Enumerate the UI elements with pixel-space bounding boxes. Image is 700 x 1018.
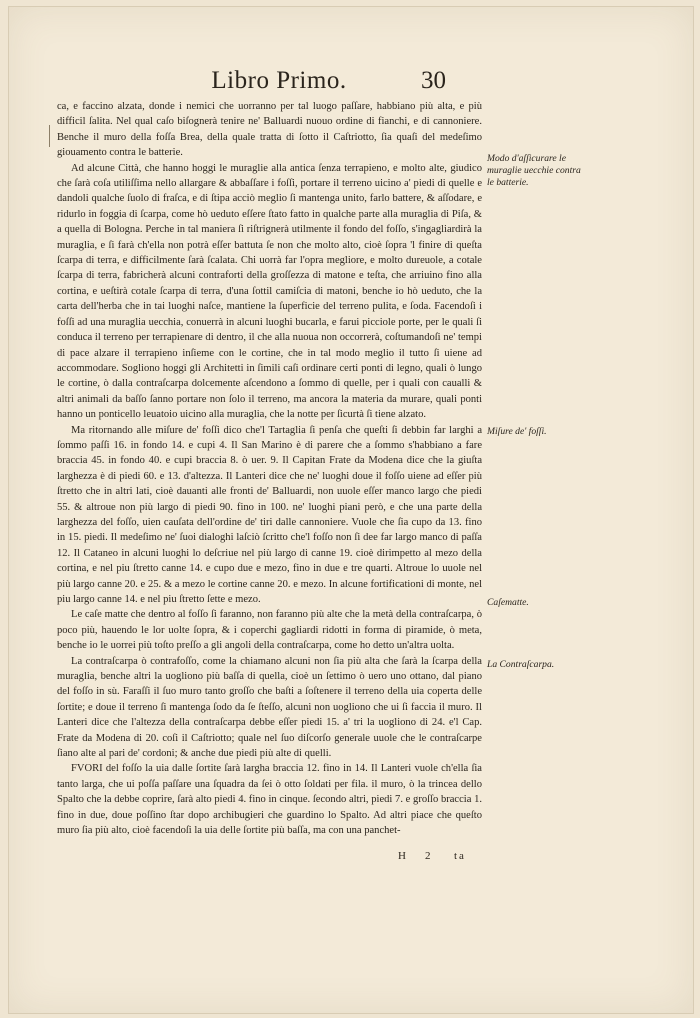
margin-note-old-walls: Modo d'aſſicurare le muraglie uecchie contra le batterie. [487,153,581,188]
margin-note-casemates: Caſematte. [487,597,529,608]
paragraph-counterscarp: La contraſcarpa ò contrafoſſo, come la chiamano alcuni non ſia più alta che ſarà la ſcarpa della muraglia, benche altri la uogliono più baſſa di quella, cioè un ſettimo ò uero uno ottano, dal piano del foſſo in sù. Faraſſi il ſuo muro tanto groſſo che baſti a ſoſtenere il terreno della uia coperta delle ſortite; e doue il terreno ſi mantenga ſodo da ſe ſteſſo, alcuni non uogliono che ui ſi faccia il muro. Il Lanteri dice che l'altezza della contraſcarpa debbe eſſer piedi 15. a' tri la uogliono di 24. e'l Cap. Frate da Modena di 20. coſi il Caſtriotto; quale nel ſuo diſcorſo generale uuole che le contraſcarpe ſiano alte al pari de' cordoni; & anche due piedi più alte di quelli. [57,655,482,760]
paragraph-continuation: ca, e faccino alzata, donde i nemici che uorranno per tal luogo paſſare, habbiano più alta, e più difficil ſalita. Nel qual caſo biſognerà tenire ne' Balluardi nuouo ordine di fianchi, e di cannoniere. Benche il muro della foſſa Brea, della quale tratta di ſotto il Caſtriotto, ſia quaſi del medeſimo giouamento contra le batterie. [57,101,482,159]
paragraph-casemates: Le caſe matte che dentro al foſſo ſi faranno, non faranno più alte che la metà della contraſcarpa, ò poco più, hauendo le lor uolte ſopra, & i coperchi gagliardi ridotti in forma di piramide, ò meta, benche io le uorrei più toſto preſſo a gli angoli della contraſcarpa, come ho detto un'altra uolta. [57,609,482,652]
signature-number: 2 [425,850,433,862]
margin-note-counterscarp: La Contraſcarpa. [487,659,555,670]
page-number: 30 [421,67,446,94]
margin-pen-mark [49,125,53,147]
signature-mark: H [398,850,408,862]
paragraph-sortie-road: FVORI del foſſo la uia dalle ſortite ſarà largha braccia 12. fino in 14. Il Lanteri vuole ch'ella ſia tanto larga, che ui poſſa paſſare una ſquadra da ſei ò otto ſoldati per fila. il muro, ò la trincea dello Spalto che la debbe coprire, ſarà alto piedi 4. fino in cinque. ſecondo altri, piedi 7. e groſſo braccia 1. fino in due, doue poſſino ſtar dopo archibugieri che guardino lo Spalto. Ad altri piace che queſto muro ſia più alto, cioè facendoſi la uia delle ſortite più baſſa, ma con una panchet- [57,763,482,837]
catchword: ta [454,850,466,862]
paragraph-ditch-measures: Ma ritornando alle miſure de' foſſi dico che'l Tartaglia ſi penſa che queſti ſi debbin far larghi a ſommo paſſi 16. in fondo 14. e cupi 4. Il San Marino è di parere che a ſommo s'habbiano a fare braccia 45. in fondo 40. e cupi braccia 8. ò uer. 9. Il Capitan Frate da Modena dice che la giuſta larghezza è di piedi 60. e 13. d'altezza. Il Lanteri dice che ne' luoghi doue il foſſo uiene ad eſſer più ſtretto che in altri lati, cioè dauanti alle fronti de' Balluardi, non uuole eſſer manco largo che piedi 55. & altroue non più largo di piedi 90. fino in 100. ne' luoghi piani però, e che una parte della larghezza del foſſo, uien cauſata dell'ordine de' tiri dalle cannoniere. Vuole che ſia cupo da 13. fino in 15. piedi. Il medeſimo ne' ſuoi dialoghi laſciò ſcritto che'l foſſo non ſi dee far largo manco di paſſa 12. Il Cataneo in alcuni luoghi lo deſcriue nel più largo di canne 19. cioè dirimpetto al mezo della cortina, e nel piu ſtretto canne 14. e cupo due e mezo, fino in due e tre quarti. Altroue lo uuole nel più largo canne 20. e 25. & a mezo le cortine canne 20. e mezo. In alcune fortificationi di monte, nel piu largo canne 14. e nel piu ſtretto ſette e mezo. [57,424,482,605]
margin-note-ditch-measures: Miſure de' foſſi. [487,426,547,437]
book-page [8,6,694,1014]
paragraph-old-walls: Ad alcune Città, che hanno hoggi le muraglie alla antica ſenza terrapieno, e molto alte, giudico che ſarà coſa utiliſſima nello allargare & abbaſſare i foſſi, portare il terreno uicino a' piedi di quelle e dandoli qualche ſuolo di fraſca, e di ſtipa acciò meglio ſi mantenga unito, farlo battere, & aſſodare, e ridurlo in foggia di ſcarpa, come hò ueduto eſſere ſtato fatto in qualche parte alla muraglia di Piſa, & a quella di Bologna. Perche in tal maniera ſi riſtrignerà utilmente il fondo del foſſo, s'ingagliardirà la muraglia, e ſi farà ch'ella non potrà eſſer battuta ſe non che molto alto, cioè ſopra 'l finire di queſta ſcarpa di terra, e difficilmente ſarà ſcalata. Chi uorrà far l'opra megliore, e molto dureuole, a cotale ſcarpa di terra, fabricherà alcuni contraforti della groſſezza di matone e teſta, che arriuino fino alla cortina, e ueſtirà cotale ſcarpa di terra, d'una ſottil camiſcia di matoni, benche io hò ueduto, che la carta dell'herba che in tai luoghi naſce, mantiene la ſuperficie del terreno pulita, e ſoda. Facendoſi i foſſi ad una muraglia uecchia, conuerrà in alcuni luoghi bucarla, e farui picciole porte, per le quali ſi conduca il terreno per terrapienare di dentro, il che alla nuoua non occorrerà, coſtumandoſi ne' tempi di pace alzare il terrapieno inſieme con le cortine, che in tal modo meglio il tutto ſi uiene ad accommodare. Sogliono hoggi gli Architetti in ſimili caſi ordinare certi ponti di legno, quali ò lungo le cortine, ò dalla contraſcarpa dolcemente aſcendono a ſommo di quelle, per i quali con caualli & altri animali da baſſo ſanno portare non ſolo il terreno, ma ancora la materia da murare, quali ponti hanno un ponticello leuatoio uicino alla muraglia, che la notte per ſicurtà ſi tiene alzato. [57,162,482,421]
main-text-column [57,99,482,869]
running-title: Libro Primo. [211,67,347,94]
